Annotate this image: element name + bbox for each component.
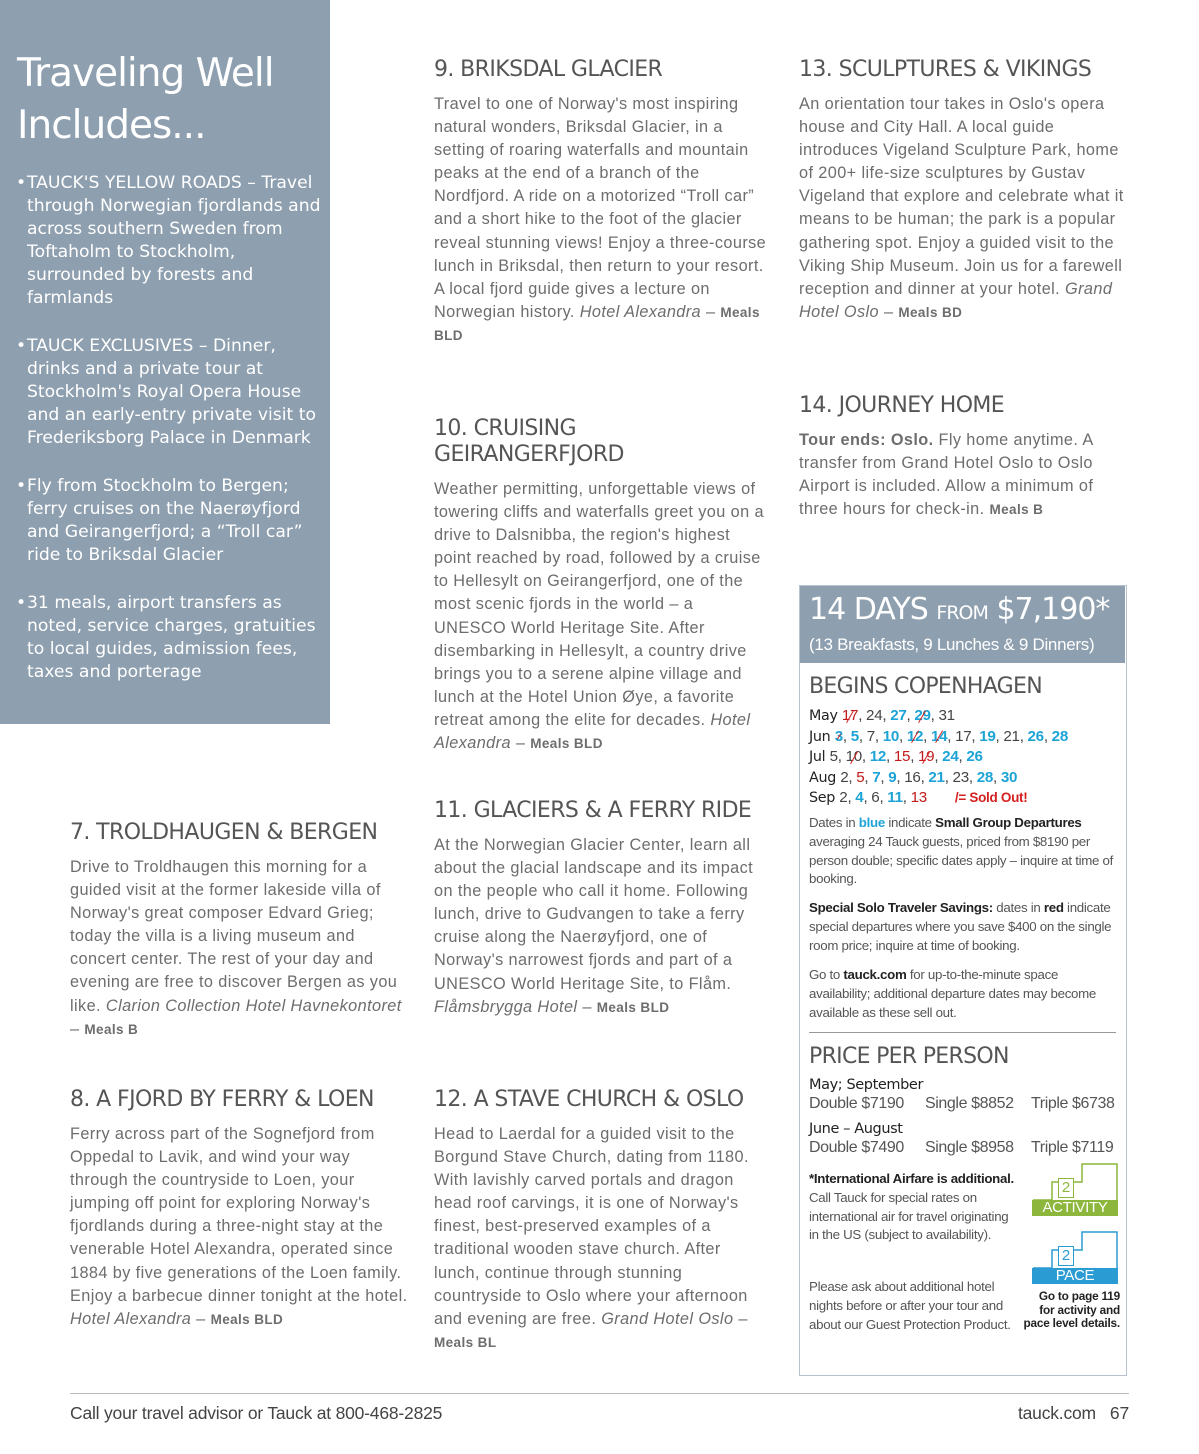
month-row: May 17, 24, 27, 29, 31: [809, 707, 955, 724]
footer-contact: Call your travel advisor or Tauck at 800-468-2825: [70, 1403, 443, 1423]
hotel-name: Clarion Collection Hotel Havnekontoret: [105, 996, 402, 1015]
list-item: • Fly from Stockholm to Bergen; ferry cruises on the Naerøyfjord and Geirangerfjord; a “Troll car” ride to Briksdal Glacier: [16, 475, 321, 567]
hotel-name: Hotel Alexandra: [579, 302, 702, 321]
meals: Meals BD: [898, 304, 963, 320]
traveling-well-title: Traveling Well Includes...: [17, 51, 274, 148]
day-11: [434, 798, 769, 1019]
meals: Meals B: [989, 502, 1044, 518]
departure-date: 11: [887, 789, 903, 806]
day-title: 12. A STAVE CHURCH & OSLO: [434, 1087, 744, 1112]
departure-date: 24: [866, 707, 883, 724]
departure-date: 2: [839, 789, 848, 806]
pace-label: PACE: [1032, 1268, 1118, 1284]
footer-divider: [70, 1393, 1129, 1394]
day-14: [799, 393, 1134, 521]
month-label: May: [809, 708, 842, 724]
hotel-name: Hotel Alexandra: [70, 1309, 192, 1328]
price-box: 14 DAYS FROM $7,190* (13 Breakfasts, 9 Lunches & 9 Dinners) BEGINS COPENHAGEN May 17, 24, 27, 29, 31 Jun 3, 5, 7, 10, 12, 14, 17, 19, 21, 26, 28 Jul 5, 10, 12, 15, 19, 24, 26 Aug 2, 5, 7, 9, 16, 21, 23, 28, 30 Sep 2, 4, 6, 11, 13 /= Sold Out! Dates in blue indicate Small Group Departures averaging 24 Tauck guests, priced from $8190 per person double; specific dates apply – inquire at time of booking. Special Solo Traveler Savings: dates in red indicate special departures where you save $400 on the single room price; inquire at time of booking. Go to tauck.com for up-to-the-minute space availability; additional departure dates may become available as these sell out. PRICE PER PERSON May; September Double $7190 Single $8852 Triple $6738 June – August Double $7490 Single $8958 Triple $7119 *International Airfare is additional. Call Tauck for special rates on international air for travel originating in the US (subject to availability). Please ask about additional hotel nights before or after your tour and about our Guest Protection Product. 2 ACTIVITY 2 PACE Go to page 119 for activity and pace level details.: [799, 585, 1127, 1376]
departure-date: 24: [942, 748, 959, 765]
traveling-well-box: [0, 0, 330, 724]
departure-date: 5: [829, 748, 838, 765]
meals: Meals BL: [434, 1334, 497, 1350]
activity-level-number: 2: [1058, 1178, 1074, 1198]
month-row: Jun 3, 5, 7, 10, 12, 14, 17, 19, 21, 26, 28: [809, 727, 1068, 745]
day-13: [799, 57, 1134, 324]
day-body: Weather permitting, unforgettable views of towering cliffs and waterfalls greet you on a drive to Dalsnibba, the region's highest point reached by road, followed by a cruise to Hellesylt on Geirangerfjord, one of the most scenic fjords in the world – a UNESCO World Heritage Site. After disembarking in Hellesylt, a country drive brings you to a serene alpine village and lunch at the Hotel Union Øye, a favorite retreat among the elite for decades. Hotel Alexandra – Meals BLD: [434, 480, 764, 753]
airfare-note: *International Airfare is additional. Call Tauck for special rates on international air for travel originating in the US (subject to availability).: [809, 1171, 1014, 1243]
meals: Meals BLD: [530, 736, 603, 752]
day-body: An orientation tour takes in Oslo's opera house and City Hall. A local guide introduces Vigeland Sculpture Park, home of 200+ life-size sculptures by Gustav Vigeland that explore and celebrate what it means to be human; the park is a popular gathering spot. Enjoy a guided visit to the Viking Ship Museum. Join us for a farewell reception and dinner at your hotel. Grand Hotel Oslo – Meals BD: [799, 95, 1124, 321]
departure-date: 29: [914, 707, 931, 724]
departure-date: 31: [938, 707, 955, 724]
day-title: 9. BRIKSDAL GLACIER: [434, 57, 663, 82]
departure-date: 7: [872, 768, 881, 786]
departure-date: 28: [976, 768, 993, 786]
sold-out-legend: /= Sold Out!: [954, 790, 1028, 805]
season-label: June – August: [809, 1121, 903, 1137]
hotel-name: Grand Hotel Oslo: [601, 1309, 734, 1328]
departure-date: 12: [869, 748, 887, 765]
departure-date: 7: [866, 727, 875, 745]
month-row: Jul 5, 10, 12, 15, 19, 24, 26: [809, 748, 983, 765]
day-title: 10. CRUISING GEIRANGERFJORD: [434, 416, 624, 467]
day-10: [434, 416, 769, 755]
departure-date: 17: [841, 707, 859, 724]
departure-date: 2: [840, 768, 849, 786]
list-item: • 31 meals, airport transfers as noted, service charges, gratuities to local guides, admission fees, taxes and porterage: [16, 592, 321, 684]
month-label: Jul: [809, 749, 830, 765]
season-label: May; September: [809, 1077, 924, 1093]
departure-date: 9: [888, 768, 897, 786]
hotel-name: Hotel Alexandra: [434, 710, 751, 753]
activity-label: ACTIVITY: [1032, 1200, 1118, 1216]
departure-date: 26: [966, 748, 983, 765]
footer-page: [1018, 1403, 1129, 1424]
departure-date: 17: [955, 727, 972, 745]
activity-level-badge: [1032, 1160, 1118, 1216]
day-body: At the Norwegian Glacier Center, learn all about the glacial landscape and its impact on the people who call it home. Following lunch, drive to Gudvangen to take a ferry cruise along the Naerøyfjord, one of Norway's narrowest fjords and part of a UNESCO World Heritage Site, to Flåm. Flåmsbrygga Hotel – Meals BLD: [434, 836, 754, 1016]
day-title: 14. JOURNEY HOME: [799, 393, 1005, 418]
day-body: Ferry across part of the Sognefjord from Oppedal to Lavik, and wind your way through the countryside to Loen, your jumping off point for exploring Norway's fjordlands during a three-night stay at the venerable Hotel Alexandra, operated since 1884 by five generations of the Loen family. Enjoy a barbecue dinner tonight at the hotel. Hotel Alexandra – Meals BLD: [70, 1125, 408, 1328]
departure-date: 19: [918, 748, 935, 765]
departure-date: 5: [856, 768, 865, 786]
meals: Meals BLD: [434, 304, 760, 343]
meals: Meals B: [84, 1021, 139, 1037]
day-7: [70, 820, 410, 1041]
traveling-well-list: [16, 172, 321, 709]
departure-date: 10: [845, 748, 862, 765]
small-group-note: Dates in blue indicate Small Group Departures averaging 24 Tauck guests, priced from $8190 per person double; specific dates apply – inquire at time of booking.: [809, 815, 1113, 887]
departure-date: 12: [906, 727, 924, 745]
departure-date: 14: [930, 727, 948, 745]
pace-level-number: 2: [1058, 1246, 1074, 1266]
day-title: 11. GLACIERS & A FERRY RIDE: [434, 798, 752, 823]
list-item: • TAUCK'S YELLOW ROADS – Travel through Norwegian fjordlands and across southern Sweden from Toftaholm to Stockholm, surrounded by forests and farmlands: [16, 172, 321, 310]
departure-date: 21: [1003, 727, 1020, 745]
departure-dates: [809, 706, 1068, 809]
departure-date: 23: [952, 768, 969, 786]
solo-traveler-note: Special Solo Traveler Savings: dates in red indicate special departures where you save $400 on the single room price; inquire at time of booking.: [809, 900, 1112, 953]
hotel-nights-note: Please ask about additional hotel nights before or after your tour and about our Guest Protection Product.: [809, 1279, 1011, 1332]
availability-note: Go to tauck.com for up-to-the-minute space availability; additional departure dates may become available as these sell out.: [809, 967, 1097, 1020]
month-label: Sep: [809, 790, 840, 806]
departure-date: 16: [904, 768, 921, 786]
day-title: 8. A FJORD BY FERRY & LOEN: [70, 1087, 374, 1112]
tour-length-price: 14 DAYS FROM $7,190*: [809, 592, 1110, 627]
footer-site[interactable]: tauck.com: [1017, 1403, 1096, 1423]
activity-pace-reference: Go to page 119 for activity and pace level details.: [1023, 1289, 1120, 1330]
departure-date: 15: [893, 748, 911, 765]
day-body: Drive to Troldhaugen this morning for a guided visit at the former lakeside villa of Norway's great composer Edvard Grieg; today the villa is a living museum and concert center. The rest of your day and evening are free to discover Bergen as you like. Clarion Collection Hotel Havnekontoret – Meals B: [70, 858, 402, 1038]
hotel-name: Grand Hotel Oslo: [799, 279, 1113, 321]
pace-level-badge: [1032, 1228, 1118, 1284]
departure-date: 6: [871, 789, 880, 806]
departure-date: 3: [834, 727, 843, 745]
month-row: Sep 2, 4, 6, 11, 13 /= Sold Out!: [809, 789, 1028, 806]
day-title: 7. TROLDHAUGEN & BERGEN: [70, 820, 378, 845]
departure-date: 10: [882, 727, 899, 745]
departure-date: 19: [979, 727, 996, 745]
begins-heading: BEGINS COPENHAGEN: [809, 674, 1042, 699]
tauck-link[interactable]: tauck.com: [843, 967, 907, 982]
day-body: Head to Laerdal for a guided visit to the Borgund Stave Church, dating from 1180. With lavishly carved portals and dragon head roof carvings, it is one of Norway's finest, best-preserved examples of a traditional wooden stave church. After lunch, continue through stunning countryside to Oslo where your afternoon and evening are free. Grand Hotel Oslo – Meals BL: [434, 1125, 749, 1350]
price-per-person-heading: PRICE PER PERSON: [809, 1044, 1009, 1069]
day-title: 13. SCULPTURES & VIKINGS: [799, 57, 1092, 82]
meals: Meals BLD: [596, 999, 670, 1015]
departure-date: 21: [928, 768, 945, 786]
departure-date: 13: [910, 789, 927, 806]
departure-date: 26: [1027, 727, 1044, 745]
day-12: [434, 1087, 769, 1354]
day-body: Tour ends: Oslo. Fly home anytime. A transfer from Grand Hotel Oslo to Oslo Airport is included. Allow a minimum of three hours for check-in. Meals B: [799, 431, 1094, 519]
month-label: Aug: [809, 769, 841, 786]
month-label: Jun: [809, 728, 835, 745]
divider: [809, 1032, 1116, 1033]
day-8: [70, 1087, 410, 1331]
departure-date: 30: [1000, 768, 1018, 786]
hotel-name: Flåmsbrygga Hotel: [434, 997, 578, 1016]
day-body: Travel to one of Norway's most inspiring natural wonders, Briksdal Glacier, in a setting of roaring waterfalls and mountain peaks at the end of a branch of the Nordfjord. A ride on a motorized “Troll car” and a short hike to the foot of the glacier reveal stunning views! Enjoy a three-course lunch in Briksdal, then return to your resort. A local fjord guide gives a lecture on Norwegian history. Hotel Alexandra – Meals BLD: [434, 95, 767, 343]
meals-summary: (13 Breakfasts, 9 Lunches & 9 Dinners): [809, 635, 1095, 654]
list-item: • TAUCK EXCLUSIVES – Dinner, drinks and a private tour at Stockholm's Royal Opera House and an early-entry private visit to Frederiksborg Palace in Denmark: [16, 335, 321, 450]
departure-date: 5: [850, 727, 859, 745]
page-number: 67: [1109, 1403, 1129, 1423]
meals: Meals BLD: [210, 1311, 284, 1327]
departure-date: 4: [855, 789, 864, 806]
month-row: Aug 2, 5, 7, 9, 16, 21, 23, 28, 30: [809, 768, 1018, 786]
departure-date: 28: [1051, 727, 1068, 745]
price-box-header: [800, 586, 1125, 663]
departure-date: 27: [890, 707, 907, 724]
day-9: [434, 57, 769, 347]
